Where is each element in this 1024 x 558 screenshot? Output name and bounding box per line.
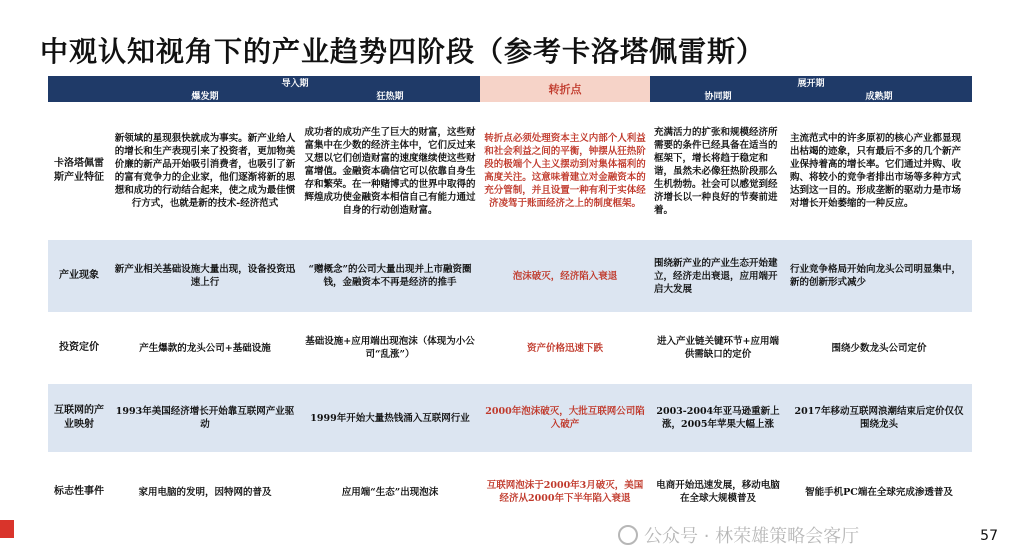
- table-cell: 家用电脑的发明，因特网的普及: [110, 452, 300, 532]
- table-row: [48, 384, 972, 452]
- table-cell: 电商开始迅速发展，移动电脑在全球大规模普及: [650, 452, 786, 532]
- header-frenzy: 狂热期: [300, 89, 480, 102]
- table-cell: 产生爆款的龙头公司+基础设施: [110, 312, 300, 384]
- table-row: [48, 312, 972, 384]
- table-cell: 转折点必须处理资本主义内部个人利益和社会利益之间的平衡，钟摆从狂热阶段的极端个人主义摆动到对集体福利的高度关注。这意味着建立对金融资本的充分管制，并且设置一种有利于实体经济凌驾于账面经济之上的制度框架。: [480, 102, 650, 240]
- row-label: 投资定价: [48, 312, 110, 384]
- table-cell: “赠概念”的公司大量出现并上市融资圈钱，金融资本不再是经济的推手: [300, 240, 480, 312]
- row-label: 标志性事件: [48, 452, 110, 532]
- watermark-text: 公众号 · 林荣雄策略会客厅: [644, 526, 860, 547]
- table-row: [48, 240, 972, 312]
- header-import-period: 导入期: [110, 76, 480, 89]
- header-turning-point: 转折点: [480, 76, 650, 102]
- table-cell: 2003-2004年亚马逊重新上涨，2005年苹果大幅上涨: [650, 384, 786, 452]
- table-cell: 行业竞争格局开始向龙头公司明显集中，新的创新形式减少: [786, 240, 972, 312]
- table-row: [48, 452, 972, 532]
- table-cell: 应用端“生态”出现泡沫: [300, 452, 480, 532]
- row-label: 卡洛塔佩雷斯产业特征: [48, 102, 110, 240]
- table-cell: 智能手机PC端在全球完成渗透普及: [786, 452, 972, 532]
- header-maturity: 成熟期: [786, 89, 972, 102]
- table-cell: 互联网泡沫于2000年3月破灭，美国经济从2000年下半年陷入衰退: [480, 452, 650, 532]
- corner-cell: [48, 76, 110, 89]
- table-cell: 充满活力的扩张和规模经济所需要的条件已经具备在适当的框架下，增长将趋于稳定和谐，虽然未必像狂热阶段那么生机勃勃。社会可以感觉到经济增长以一种良好的节奏前进着。: [650, 102, 786, 240]
- table-row: [48, 102, 972, 240]
- table-cell: 围绕少数龙头公司定价: [786, 312, 972, 384]
- table-cell: 基础设施+应用端出现泡沫（体现为小公司“乱涨”）: [300, 312, 480, 384]
- stage-table: [48, 76, 972, 532]
- header-eruption: 爆发期: [110, 89, 300, 102]
- table-cell: 新领域的星现狠快就成为事实。新产业给人的增长和生产表现引来了投资者，更加物美价廉的新产品开始吸引消费者，也吸引了新的富有竞争力的企业家，他们逐渐将新的思想和成功的行动结合起来，使之成为最佳惯行方式，也就是新的技术-经济范式: [110, 102, 300, 240]
- row-label: 互联网的产业映射: [48, 384, 110, 452]
- wechat-logo-icon: [618, 525, 638, 545]
- row-label: 产业现象: [48, 240, 110, 312]
- industry-stage-table: [48, 76, 972, 532]
- header-synergy: 协同期: [650, 89, 786, 102]
- table-cell: 资产价格迅速下跌: [480, 312, 650, 384]
- table-cell: 1993年美国经济增长开始靠互联网产业驱动: [110, 384, 300, 452]
- corner-cell-2: [48, 89, 110, 102]
- table-cell: 泡沫破灭，经济陷入衰退: [480, 240, 650, 312]
- page-title: 中观认知视角下的产业趋势四阶段（参考卡洛塔佩雷斯）: [40, 35, 766, 68]
- table-cell: 1999年开始大量热钱涌入互联网行业: [300, 384, 480, 452]
- slide-accent-mark: [0, 520, 14, 538]
- table-cell: 新产业相关基础设施大量出现，设备投资迅速上行: [110, 240, 300, 312]
- table-cell: 成功者的成功产生了巨大的财富，这些财富集中在少数的经济主体中，它们反过来又想以它们创造财富的速度继续使这些财富增值。金融资本确信它可以依靠自身生存和繁荣。在一种赌博式的世界中取得的辉煌成功使金融资本相信自己有能力通过自身的行动创造财富。: [300, 102, 480, 240]
- table-cell: 主流范式中的许多原初的核心产业都显现出枯竭的迹象，只有最后不多的几个新产业保持着高的增长率。它们通过并购、收购、将较小的竞争者排出市场等多种方式达到这一目的。形成垄断的驱动力是市场对增长开始萎缩的一种反应。: [786, 102, 972, 240]
- table-cell: 2000年泡沫破灭，大批互联网公司陷入破产: [480, 384, 650, 452]
- header-deployment-period: 展开期: [650, 76, 972, 89]
- table-cell: 进入产业链关键环节+应用端供需缺口的定价: [650, 312, 786, 384]
- page-number: 57: [980, 528, 998, 544]
- table-cell: 围绕新产业的产业生态开始建立，经济走出衰退，应用端开启大发展: [650, 240, 786, 312]
- watermark: [618, 522, 859, 548]
- table-cell: 2017年移动互联网浪潮结束后定价仅仅围绕龙头: [786, 384, 972, 452]
